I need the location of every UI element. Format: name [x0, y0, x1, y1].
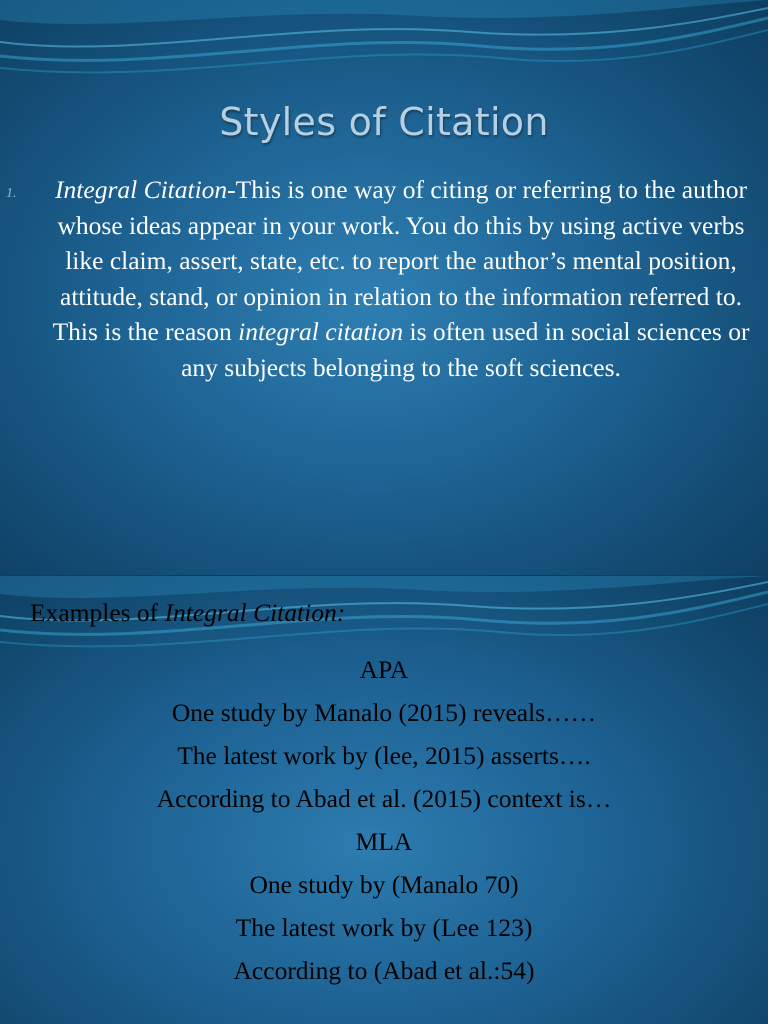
example-line: The latest work by (Lee 123) [235, 913, 533, 942]
example-line: MLA [355, 827, 413, 856]
para-text-1: -This is one way of citing or referring to the author whose ideas appear in your work. You do this by using active verbs like claim, assert, state, etc. to report the author’s mental position, attitude, stand, or opinion in relation to the information referred to. This is the reason [52, 175, 747, 346]
list-number: 1. [6, 186, 17, 201]
examples-heading-term: Integral Citation: [164, 598, 346, 627]
examples-list [0, 648, 768, 992]
slide-title: Styles of Citation [219, 100, 549, 144]
example-line: APA [359, 655, 409, 684]
example-line: The latest work by (lee, 2015) asserts…. [177, 741, 591, 770]
example-line: According to Abad et al. (2015) context is… [156, 784, 612, 813]
examples-heading [30, 598, 345, 628]
example-line: One study by (Manalo 70) [249, 870, 519, 899]
para-text-2: is often used in social sciences or any subjects belonging to the soft sciences. [181, 317, 750, 382]
integral-citation-paragraph [40, 172, 762, 385]
examples-heading-prefix: Examples of [30, 598, 165, 627]
term-integral-citation: Integral Citation [55, 175, 228, 204]
example-line: One study by Manalo (2015) reveals…… [171, 698, 597, 727]
example-line: According to (Abad et al.:54) [233, 956, 535, 985]
term-integral-citation-inline: integral citation [238, 317, 404, 346]
